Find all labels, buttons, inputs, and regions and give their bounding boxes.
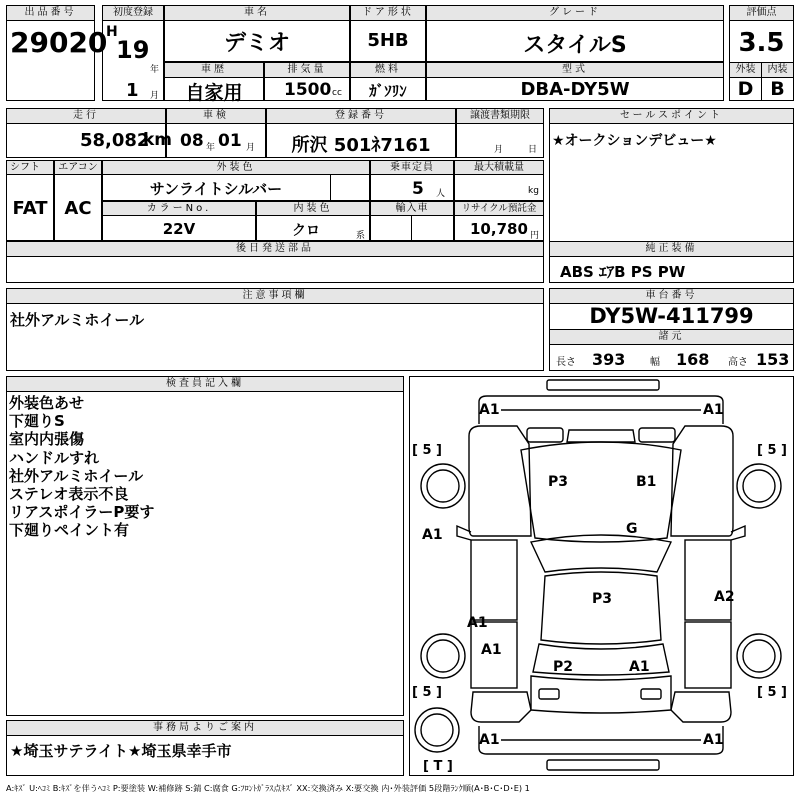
damage-mark: P3	[548, 474, 569, 490]
legend: A:ｷｽﾞ U:ﾍｺﾐ B:ｷｽﾞを伴うﾍｺﾐ P:要塗装 W:補修跡 S:錆 C:腐食 G:ﾌﾛﾝﾄｶﾞﾗｽ点ｷｽﾞ XX:交換済み X:要交換 内･外装評価 5段階ﾗﾝｸ順(A･B･C･D･E) 1	[6, 783, 530, 793]
tire-tread-label: [ 5 ]	[412, 685, 442, 700]
car-name: デミオ	[223, 31, 290, 56]
capacity-label: 乗車定員	[370, 160, 454, 175]
color-no-label: カラーNo.	[102, 201, 256, 216]
deadline-day-unit: 日	[528, 145, 538, 155]
inspection-month-unit: 月	[246, 143, 256, 153]
max-load-label: 最大積載量	[454, 160, 544, 175]
damage-mark: A1	[703, 402, 724, 418]
shift-label: シフト	[6, 160, 54, 175]
spec-label: 諸元	[549, 329, 794, 345]
inspection-month: 01	[218, 131, 242, 151]
recycle-label: リサイクル預託金	[454, 201, 544, 216]
reg-year: 19	[116, 36, 150, 64]
hood	[521, 442, 681, 542]
recycle-fee: 10,780	[470, 220, 528, 238]
exterior-rating: D	[737, 78, 754, 100]
tail-light-right	[641, 689, 661, 699]
equipment: ABS ｴｱB PS PW	[560, 263, 686, 281]
length-label: 長さ	[556, 357, 576, 368]
damage-mark: A1	[481, 642, 502, 658]
grade: スタイルS	[523, 33, 627, 58]
first-registration-label: 初度登録	[102, 5, 164, 21]
inspector-note: 社外アルミホイール	[9, 466, 144, 485]
interior-color-unit: 系	[356, 231, 366, 241]
lot-number: 29020	[10, 26, 108, 59]
width: 168	[676, 350, 710, 369]
notes-text: 社外アルミホイール	[10, 311, 145, 329]
inspection-label: 車検	[166, 108, 266, 124]
inspector-note: 室内内張傷	[9, 430, 85, 449]
roof	[541, 572, 661, 644]
era: H	[106, 24, 118, 40]
score-label: 評価点	[729, 5, 794, 21]
import-label: 輸入車	[370, 201, 454, 216]
grille	[567, 430, 635, 442]
ac-label: エアコン	[54, 160, 102, 175]
interior-rating: B	[770, 78, 785, 100]
height: 153	[756, 350, 790, 369]
capacity: 5	[412, 179, 424, 199]
spare-tire-inner	[421, 714, 453, 746]
inspector-label: 検査員記入欄	[6, 376, 404, 392]
displacement-label: 排気量	[264, 62, 350, 78]
front-door-right	[685, 540, 731, 620]
office-text: ★埼玉サテライト★埼玉県幸手市	[10, 742, 232, 760]
displacement: 1500	[284, 80, 332, 100]
lot-number-label: 出品番号	[6, 5, 95, 21]
height-label: 高さ	[728, 357, 748, 368]
interior-color: クロ	[292, 223, 320, 239]
tire-tread-label: [ 5 ]	[412, 443, 442, 458]
capacity-unit: 人	[436, 189, 446, 199]
max-load-unit: kg	[528, 186, 539, 196]
color-divider	[330, 175, 331, 201]
chassis-number: DY5W-411799	[589, 304, 754, 328]
width-label: 幅	[650, 357, 660, 368]
damage-mark: A2	[714, 589, 735, 605]
spare-tire-label: [ T ]	[423, 759, 453, 774]
headlight-right	[639, 428, 675, 442]
front-bumper-top	[547, 380, 659, 390]
rear-fender-left	[471, 692, 531, 722]
inspection-year: 08	[180, 131, 204, 151]
model-code: DBA-DY5W	[520, 79, 630, 100]
windshield	[531, 535, 671, 572]
front-fender-right	[671, 426, 733, 536]
score: 3.5	[738, 28, 785, 58]
car-name-label: 車名	[164, 5, 350, 21]
damage-mark: A1	[422, 527, 443, 543]
exterior-color: サンライトシルバー	[149, 180, 283, 198]
plate-label: 登録番号	[266, 108, 456, 124]
wheel-front-left-inner	[427, 470, 459, 502]
interior-color-label: 内装色	[256, 201, 370, 216]
history-label: 車歴	[164, 62, 264, 78]
tail-light-left	[539, 689, 559, 699]
rear-door-right	[685, 622, 731, 688]
rear-fender-right	[671, 692, 731, 722]
tailgate	[531, 676, 671, 713]
tire-tread-label: [ 5 ]	[757, 685, 787, 700]
damage-mark: A1	[479, 402, 500, 418]
damage-mark: B1	[636, 474, 657, 490]
rear-bumper-bottom	[547, 760, 659, 770]
history: 自家用	[185, 82, 243, 104]
inspector-note: 下廻りペイント有	[9, 521, 130, 540]
deadline-label: 譲渡書類期限	[456, 108, 544, 124]
front-door-left	[471, 540, 517, 620]
fuel-label: 燃料	[350, 62, 426, 78]
inspector-notes	[9, 394, 154, 540]
displacement-unit: cc	[332, 88, 342, 98]
later-parts-label: 後日発送部品	[6, 241, 544, 257]
door-type: 5HB	[367, 30, 409, 51]
door-label: ドア形状	[350, 5, 426, 21]
wheel-rear-left-inner	[427, 640, 459, 672]
damage-mark: A1	[703, 732, 724, 748]
shift: FAT	[12, 198, 48, 219]
inspector-note: 外装色あせ	[9, 394, 85, 412]
grade-label: グレード	[426, 5, 724, 21]
plate-number: 所沢 501ﾈ7161	[291, 135, 431, 156]
reg-year-unit: 年	[150, 65, 160, 75]
front-fender-left	[469, 426, 531, 536]
model-label: 型式	[426, 62, 724, 78]
wheel-front-right-inner	[743, 470, 775, 502]
inspector-note: ハンドルすれ	[9, 448, 100, 467]
office-label: 事務局よりご案内	[6, 720, 404, 736]
sales-point: ★オークションデビュー★	[552, 133, 717, 149]
mileage: 58,082	[80, 130, 150, 151]
sales-point-label: セールスポイント	[549, 108, 794, 124]
color-no: 22V	[162, 220, 196, 238]
reg-month-unit: 月	[150, 91, 160, 101]
deadline-month-unit: 月	[494, 145, 504, 155]
tire-tread-label: [ 5 ]	[757, 443, 787, 458]
inspector-note: ステレオ表示不良	[9, 485, 129, 504]
length: 393	[592, 350, 626, 369]
notes-label: 注意事項欄	[6, 288, 544, 304]
damage-mark: A1	[479, 732, 500, 748]
damage-mark: A1	[629, 659, 650, 675]
car-diagram	[409, 376, 794, 776]
damage-mark: G	[626, 521, 638, 537]
recycle-unit: 円	[530, 231, 540, 241]
chassis-label: 車台番号	[549, 288, 794, 304]
fuel: ｶﾞｿﾘﾝ	[369, 82, 407, 100]
interior-label: 内装	[761, 62, 794, 78]
damage-mark: P3	[592, 591, 613, 607]
damage-mark: A1	[467, 615, 488, 631]
color-label: 外装色	[102, 160, 370, 175]
ac: AC	[64, 198, 92, 219]
inspector-note: リアスポイラーP要す	[9, 503, 155, 522]
inspection-year-unit: 年	[206, 143, 216, 153]
inspector-note: 下廻りS	[9, 412, 65, 431]
equipment-label: 純正装備	[549, 241, 794, 257]
damage-mark: P2	[553, 659, 574, 675]
wheel-rear-right-inner	[743, 640, 775, 672]
mileage-label: 走行	[6, 108, 166, 124]
exterior-label: 外装	[729, 62, 762, 78]
mileage-unit: km	[143, 130, 173, 150]
reg-month: 1	[126, 80, 139, 101]
headlight-left	[527, 428, 563, 442]
